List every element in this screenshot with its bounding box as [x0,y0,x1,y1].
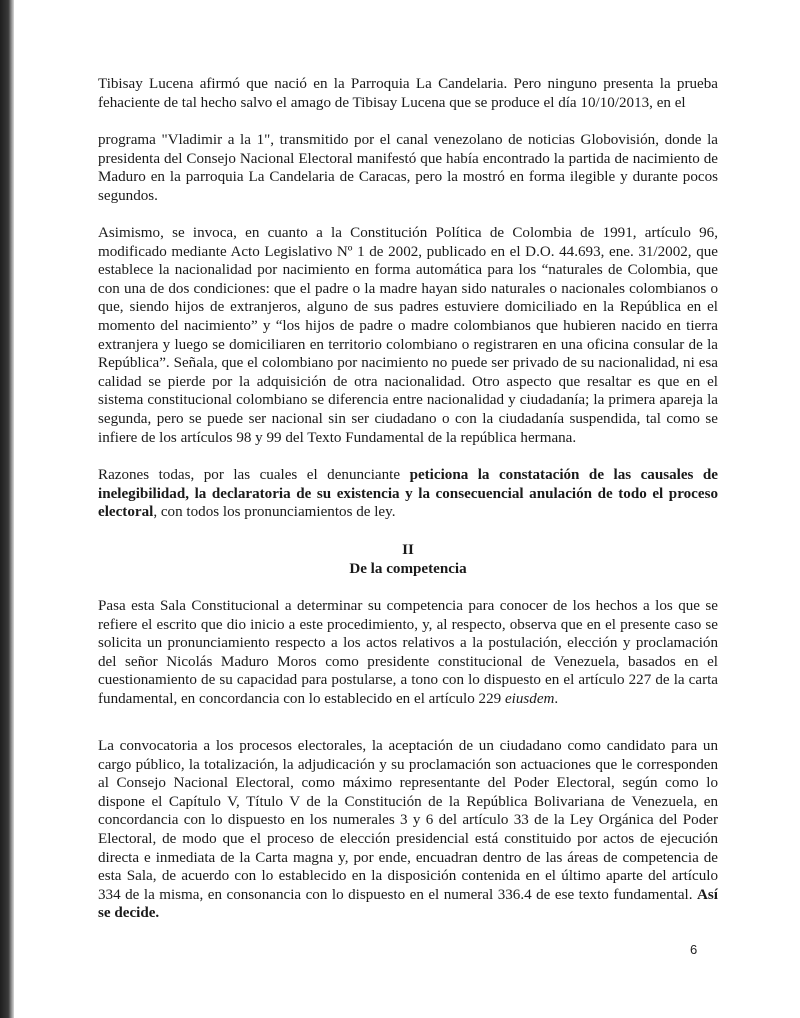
paragraph-4-bold: peticiona la constatación de las causales de inelegibilidad, la declaratoria de su existencia y la consecuencial anulación de todo el proceso electoral [98,467,719,521]
document-page [14,0,800,1018]
paragraph-3: Asimismo, se invoca, en cuanto a la Constitución Política de Colombia de 1991, artículo 96, modificado mediante Acto Legislativo Nº 1 de 2002, publicado en el D.O. 44.693, ene. 31/2002, que establece la nacionalidad por nacimiento en forma automática para los “naturales de Colombia, que con una de dos condiciones: que el padre o la madre hayan sido naturales o nacionales colombianos o que, siendo hijos de extranjeros, alguno de sus padres estuviere domiciliado en la República en el momento del nacimiento” y “los hijos de padre o madre colombianos que hubieren nacido en tierra extranjera y luego se domiciliaren en territorio colombiano o registraren en una oficina consular de la República”. Señala, que el colombiano por nacimiento no puede ser privado de su nacionalidad, ni esa calidad se pierde por la adquisición de otra nacionalidad. Otro aspecto que resaltar es que en el sistema constitucional colombiano se diferencia entre nacionalidad y ciudadanía; la primera apareja la segunda, pero se puede ser nacional sin ser ciudadano o con la ciudadanía suspendida, tal como se infiere de los artículos 98 y 99 del Texto Fundamental de la república hermana. [98,225,718,446]
paragraph-4 [98,466,718,522]
paragraph-5-main: Pasa esta Sala Constitucional a determinar su competencia para conocer de los hechos a los que se refiere el escrito que dio inicio a este procedimiento, y, al respecto, observa que en el presente caso se solicita un pronunciamiento respecto a los actos relativos a la postulación, elección y proclamación del señor Nicolás Maduro Moros como presidente constitucional de Venezuela, basados en el cuestionamiento de su capacidad para postularse, a tono con lo dispuesto en el artículo 227 de la carta fundamental, en concordancia con lo establecido en el artículo 229 [98,598,718,707]
scan-edge-shadow [0,0,14,1018]
section-title: De la competencia [349,561,467,577]
paragraph-6-main: La convocatoria a los procesos electorales, la aceptación de un ciudadano como candidato para un cargo público, la totalización, la adjudicación y su proclamación son actuaciones que le corresponden al Consejo Nacional Electoral, como máximo representante del Poder Electoral, según como lo dispone el Capítulo V, Título V de la Constitución de la República Bolivariana de Venezuela, en concordancia con lo dispuesto en los numerales 3 y 6 del artículo 33 de la Ley Orgánica del Poder Electoral, de modo que el proceso de elección presidencial está constituido por actos de ejecución directa e inmediata de la Carta magna y, por ende, encuadran dentro de las áreas de competencia de esta Sala, de acuerdo con lo establecido en la disposición contenida en el último aparte del artículo 334 de la misma, en consonancia con lo dispuesto en el numeral 336.4 de ese texto fundamental. [98,738,718,903]
paragraph-2: programa "Vladimir a la 1", transmitido por el canal venezolano de noticias Globovisión, donde la presidenta del Consejo Nacional Electoral manifestó que había encontrado la partida de nacimiento de Maduro en la parroquia La Candelaria de Caracas, pero la mostró en forma ilegible y durante pocos segundos. [98,132,718,204]
paragraph-5-end: . [554,690,559,707]
paragraph-4-intro: Razones todas, por las cuales el denunciante [98,467,410,483]
paragraph-1: Tibisay Lucena afirmó que nació en la Parroquia La Candelaria. Pero ninguno presenta la prueba fehaciente de tal hecho salvo el amago de Tibisay Lucena que se produce el día 10/10/2013, en el [98,76,718,111]
paragraph-5 [98,597,718,709]
paragraph-6-bold: Así se decide. [98,886,718,922]
section-number: II [402,542,414,558]
paragraph-6 [98,737,718,923]
page-number: 6 [690,942,698,957]
paragraph-4-end: , con todos los pronunciamientos de ley. [153,504,396,521]
paragraph-5-italic: eiusdem [504,690,555,707]
